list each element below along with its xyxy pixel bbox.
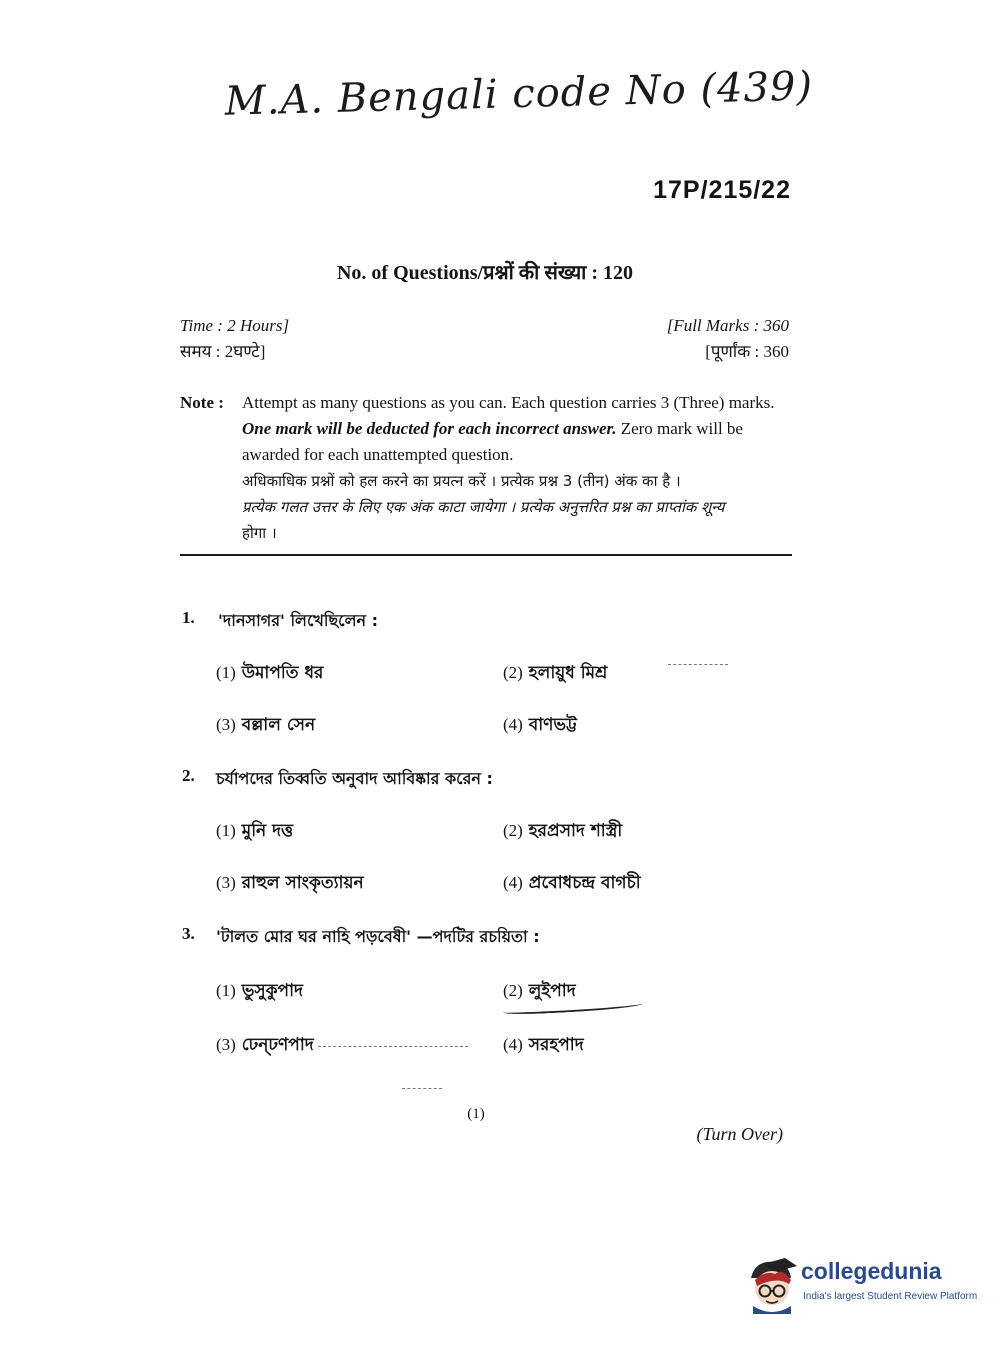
note-penalty: One mark will be deducted for each incorrect answer. [242, 419, 617, 438]
instructions-note [180, 390, 792, 546]
option-text: ঢেন্ঢণপাদ [241, 1035, 314, 1055]
question-text: 'টালত মোর ঘর নাহি পড়বেষী' —পদটির রচয়িতা : [216, 927, 540, 946]
note-line-1: Attempt as many questions as you can. Each question carries 3 (Three) marks. [242, 393, 775, 412]
questions-count: No. of Questions/प्रश्नों की संख्या : 120 [336, 262, 634, 284]
option-number: (4) [503, 1035, 523, 1054]
option-number: (2) [503, 981, 523, 1000]
note-zero-mark: Zero mark will be [620, 419, 743, 438]
note-hindi-1: अधिकाधिक प्रश्नों को हल करने का प्रयत्न करें । प्रत्येक प्रश्न 3 (तीन) अंक का है । [242, 472, 681, 490]
note-hindi-3: होगा । [242, 524, 277, 542]
question-number: 2. [182, 766, 195, 785]
option-text: রাহুল সাংকৃত্যায়ন [241, 873, 364, 893]
option-4 [503, 712, 577, 740]
option-4 [503, 870, 641, 898]
option-3 [216, 712, 315, 740]
note-label: Note : [180, 393, 224, 412]
option-text: হরপ্রসাদ শাস্ত্রী [528, 821, 623, 841]
option-number: (3) [216, 873, 236, 892]
option-2 [503, 978, 576, 1006]
paper-code: 17P/215/22 [653, 176, 791, 204]
handwritten-title: M.A. Bengali code No (439) [224, 63, 814, 125]
option-text: লুইপাদ [528, 981, 576, 1001]
option-4 [503, 1032, 584, 1060]
option-number: (4) [503, 715, 523, 734]
scan-smudge [668, 664, 728, 665]
marks-english: [Full Marks : 360 [666, 316, 789, 335]
option-1 [216, 818, 293, 846]
mascot-icon [745, 1256, 799, 1314]
time-block [180, 313, 289, 365]
option-3 [216, 1032, 314, 1060]
option-2 [503, 818, 622, 846]
option-2 [503, 660, 607, 688]
option-text: সরহপাদ [528, 1035, 584, 1055]
note-line-2 [242, 416, 792, 442]
option-text: বাণভট্ট [528, 715, 577, 735]
option-text: উমাপতি ধর [241, 663, 324, 683]
option-number: (4) [503, 873, 523, 892]
logo-tagline: India's largest Student Review Platform [803, 1291, 978, 1302]
option-number: (1) [216, 663, 236, 682]
turn-over: (Turn Over) [696, 1124, 783, 1144]
time-hindi: समय : 2घण्टे] [180, 342, 266, 361]
question-number: 3. [182, 924, 195, 943]
collegedunia-logo [745, 1256, 978, 1314]
option-number: (3) [216, 1035, 236, 1054]
option-number: (3) [216, 715, 236, 734]
option-number: (1) [216, 981, 236, 1000]
question-text: 'দানসাগর' লিখেছিলেন : [218, 611, 379, 630]
time-english: Time : 2 Hours] [180, 316, 290, 335]
option-number: (2) [503, 663, 523, 682]
option-text: মুনি দত্ত [241, 821, 294, 841]
option-text: বল্লাল সেন [241, 715, 316, 735]
logo-wordmark: collegedunia [801, 1258, 942, 1284]
note-line-3: awarded for each unattempted question. [242, 445, 514, 464]
pen-stroke-mark [318, 1046, 468, 1047]
option-text: ভুসুকুপাদ [241, 981, 303, 1001]
option-number: (1) [216, 821, 236, 840]
option-3 [216, 870, 364, 898]
option-text: হলায়ুধ মিশ্র [528, 663, 608, 683]
option-1 [216, 978, 303, 1006]
question-text: চর্যাপদের তিব্বতি অনুবাদ আবিষ্কার করেন : [216, 769, 493, 788]
marks-block [667, 313, 789, 365]
note-hindi-2: प्रत्येक गलत उत्तर के लिए एक अंक काटा जायेगा । प्रत्येक अनुत्तरित प्रश्न का प्राप्तांक शून्य [242, 498, 725, 516]
option-number: (2) [503, 821, 523, 840]
page-number: (1) [467, 1106, 485, 1122]
marks-hindi: [पूर्णांक : 360 [705, 342, 789, 361]
divider [180, 554, 792, 556]
scan-smudge [402, 1088, 442, 1089]
option-1 [216, 660, 323, 688]
question-number: 1. [182, 608, 195, 627]
option-text: প্রবোধচন্দ্র বাগচী [528, 873, 641, 893]
